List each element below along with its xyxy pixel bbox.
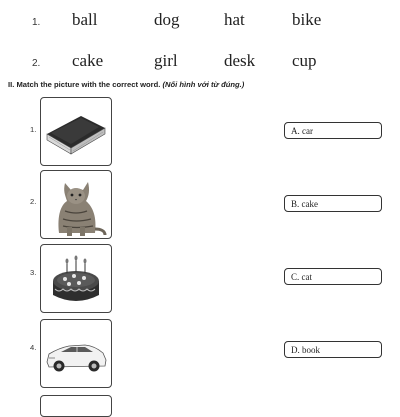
answer-box[interactable]: D. book bbox=[284, 341, 382, 358]
instruction-text-vietnamese: (Nối hình với từ đúng.) bbox=[162, 80, 245, 89]
word: desk bbox=[224, 51, 256, 70]
word: dog bbox=[154, 10, 180, 29]
instruction-text: Match the picture with the correct word. bbox=[16, 80, 161, 89]
cake-picture bbox=[40, 244, 112, 313]
book-picture bbox=[40, 97, 112, 166]
word: ball bbox=[72, 10, 98, 29]
answer-box[interactable]: C. cat bbox=[284, 268, 382, 285]
word: girl bbox=[154, 51, 178, 70]
word-row-number: 2. bbox=[32, 58, 41, 69]
word: cake bbox=[72, 51, 104, 70]
word: cup bbox=[292, 51, 317, 70]
section-marker: II. bbox=[8, 80, 15, 89]
word: bike bbox=[292, 10, 322, 29]
car-picture bbox=[40, 319, 112, 388]
word-row-number: 1. bbox=[32, 17, 41, 28]
word: hat bbox=[224, 10, 245, 29]
item-number: 3. bbox=[30, 268, 37, 277]
cat-picture bbox=[40, 170, 112, 239]
section-instruction bbox=[8, 80, 398, 89]
word-row-2 bbox=[0, 51, 400, 75]
item-number: 1. bbox=[30, 125, 37, 134]
answer-box[interactable]: B. cake bbox=[284, 195, 382, 212]
word-row-1 bbox=[0, 10, 400, 34]
answer-box[interactable]: A. car bbox=[284, 122, 382, 139]
picture-frame bbox=[40, 395, 112, 417]
item-number: 2. bbox=[30, 197, 37, 206]
item-number: 4. bbox=[30, 343, 37, 352]
